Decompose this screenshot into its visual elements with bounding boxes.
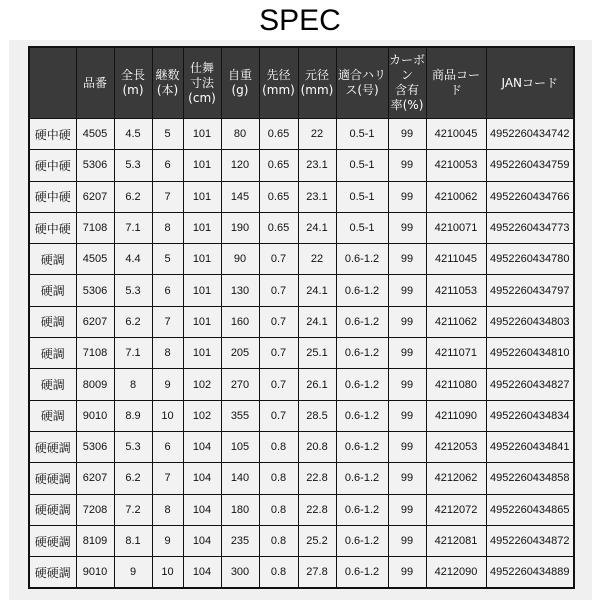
table-cell: 10 [152,557,183,589]
table-cell: 7.1 [114,338,152,369]
table-cell: 硬調 [29,275,76,306]
table-row [29,557,574,589]
table-row [29,150,574,181]
table-row [29,119,574,150]
table-cell: 5306 [76,150,114,181]
table-cell: 90 [221,244,259,275]
table-cell: 硬中硬 [29,150,76,181]
table-cell: 7.1 [114,212,152,243]
table-cell: 0.6-1.2 [336,400,388,431]
table-cell: 8 [152,212,183,243]
table-cell: 104 [183,557,221,589]
table-cell: 0.7 [259,244,298,275]
column-header: 元径 (mm) [298,47,336,119]
table-cell: 7.2 [114,494,152,525]
table-cell: 104 [183,431,221,462]
table-cell: 4211062 [426,306,486,337]
table-cell: 105 [221,431,259,462]
table-cell: 4952260434766 [486,181,574,212]
table-cell: 5 [152,244,183,275]
table-cell: 5306 [76,275,114,306]
table-cell: 0.7 [259,275,298,306]
table-cell: 0.8 [259,431,298,462]
table-cell: 9 [152,369,183,400]
table-cell: 6.2 [114,306,152,337]
table-cell: 6207 [76,463,114,494]
table-cell: 8109 [76,525,114,556]
table-cell: 4211045 [426,244,486,275]
table-cell: 4212072 [426,494,486,525]
spec-table [28,46,575,589]
table-cell: 硬硬調 [29,557,76,589]
table-cell: 7 [152,306,183,337]
table-cell: 140 [221,463,259,494]
table-cell: 4952260434834 [486,400,574,431]
table-cell: 160 [221,306,259,337]
table-cell: 4952260434858 [486,463,574,494]
table-cell: 99 [388,275,426,306]
table-cell: 300 [221,557,259,589]
table-cell: 0.6-1.2 [336,338,388,369]
column-header: 自重 (g) [221,47,259,119]
table-cell: 99 [388,306,426,337]
table-cell: 7108 [76,212,114,243]
table-cell: 0.7 [259,400,298,431]
table-cell: 硬調 [29,400,76,431]
table-cell: 4212053 [426,431,486,462]
table-cell: 4210053 [426,150,486,181]
table-cell: 7 [152,181,183,212]
column-header: カーボン 含有 率(%) [388,47,426,119]
table-cell: 硬硬調 [29,463,76,494]
table-cell: 0.6-1.2 [336,244,388,275]
table-cell: 99 [388,150,426,181]
table-cell: 4952260434865 [486,494,574,525]
table-cell: 9 [114,557,152,589]
table-cell: 硬中硬 [29,181,76,212]
table-cell: 99 [388,369,426,400]
table-cell: 0.7 [259,369,298,400]
table-cell: 4210062 [426,181,486,212]
table-cell: 0.8 [259,494,298,525]
column-header: 仕舞 寸法 (cm) [183,47,221,119]
table-cell: 102 [183,369,221,400]
table-cell: 硬調 [29,369,76,400]
table-cell: 硬硬調 [29,525,76,556]
table-cell: 22.8 [298,494,336,525]
table-cell: 0.65 [259,119,298,150]
table-cell: 4505 [76,244,114,275]
table-cell: 9010 [76,400,114,431]
table-cell: 130 [221,275,259,306]
table-cell: 120 [221,150,259,181]
table-cell: 22 [298,119,336,150]
table-cell: 101 [183,306,221,337]
table-cell: 0.8 [259,525,298,556]
table-cell: 4952260434827 [486,369,574,400]
table-cell: 4952260434810 [486,338,574,369]
table-cell: 101 [183,212,221,243]
table-cell: 99 [388,244,426,275]
table-cell: 7208 [76,494,114,525]
table-cell: 4210071 [426,212,486,243]
table-cell: 0.8 [259,463,298,494]
table-cell: 101 [183,150,221,181]
table-cell: 24.1 [298,306,336,337]
table-cell: 101 [183,338,221,369]
table-cell: 硬調 [29,338,76,369]
table-cell: 25.2 [298,525,336,556]
table-cell: 硬中硬 [29,119,76,150]
table-cell: 101 [183,244,221,275]
table-cell: 0.6-1.2 [336,431,388,462]
table-cell: 101 [183,181,221,212]
table-cell: 22 [298,244,336,275]
table-row [29,275,574,306]
table-cell: 4952260434841 [486,431,574,462]
table-cell: 硬調 [29,244,76,275]
table-cell: 4.5 [114,119,152,150]
table-cell: 硬硬調 [29,431,76,462]
table-cell: 0.6-1.2 [336,306,388,337]
table-cell: 24.1 [298,275,336,306]
table-cell: 0.7 [259,338,298,369]
table-cell: 180 [221,494,259,525]
table-cell: 4952260434797 [486,275,574,306]
column-header: JANコード [486,47,574,119]
table-cell: 4212081 [426,525,486,556]
table-cell: 190 [221,212,259,243]
table-row [29,306,574,337]
table-cell: 0.6-1.2 [336,275,388,306]
column-header: 品番 [76,47,114,119]
table-cell: 10 [152,400,183,431]
table-cell: 5 [152,119,183,150]
table-cell: 0.6-1.2 [336,463,388,494]
table-cell: 6 [152,150,183,181]
table-cell: 8 [152,338,183,369]
table-cell: 8.1 [114,525,152,556]
column-header: 先径 (mm) [259,47,298,119]
table-cell: 4211090 [426,400,486,431]
table-row [29,338,574,369]
table-row [29,525,574,556]
table-row [29,463,574,494]
table-cell: 99 [388,212,426,243]
table-cell: 5306 [76,431,114,462]
table-cell: 235 [221,525,259,556]
table-cell: 22.8 [298,463,336,494]
table-cell: 99 [388,338,426,369]
column-header: 適合ハリ ス(号) [336,47,388,119]
table-cell: 101 [183,275,221,306]
table-cell: 8.9 [114,400,152,431]
table-cell: 26.1 [298,369,336,400]
table-cell: 0.6-1.2 [336,525,388,556]
table-cell: 99 [388,494,426,525]
table-row [29,369,574,400]
table-cell: 99 [388,400,426,431]
table-cell: 6.2 [114,181,152,212]
table-cell: 4.4 [114,244,152,275]
table-cell: 99 [388,431,426,462]
table-cell: 6 [152,275,183,306]
table-cell: 99 [388,181,426,212]
table-cell: 0.5-1 [336,181,388,212]
table-cell: 硬硬調 [29,494,76,525]
table-cell: 0.6-1.2 [336,369,388,400]
table-cell: 9 [152,525,183,556]
table-cell: 0.65 [259,181,298,212]
table-cell: 24.1 [298,212,336,243]
table-cell: 6.2 [114,463,152,494]
table-cell: 23.1 [298,181,336,212]
table-cell: 4952260434773 [486,212,574,243]
table-cell: 硬中硬 [29,212,76,243]
column-header: 全長 (m) [114,47,152,119]
table-cell: 104 [183,525,221,556]
table-cell: 27.8 [298,557,336,589]
table-cell: 硬調 [29,306,76,337]
table-cell: 25.1 [298,338,336,369]
column-header: 継数 (本) [152,47,183,119]
table-row [29,244,574,275]
table-cell: 99 [388,119,426,150]
table-cell: 20.8 [298,431,336,462]
table-cell: 4211071 [426,338,486,369]
table-cell: 8009 [76,369,114,400]
table-cell: 4952260434742 [486,119,574,150]
page-title: SPEC [259,4,341,37]
table-cell: 0.7 [259,306,298,337]
table-cell: 205 [221,338,259,369]
table-cell: 4211053 [426,275,486,306]
table-cell: 5.3 [114,150,152,181]
table-cell: 102 [183,400,221,431]
table-cell: 28.5 [298,400,336,431]
table-cell: 0.65 [259,212,298,243]
table-row [29,181,574,212]
table-cell: 80 [221,119,259,150]
header-row [29,47,574,119]
table-cell: 99 [388,525,426,556]
table-cell: 5.3 [114,431,152,462]
column-header [29,47,76,119]
table-cell: 6207 [76,181,114,212]
table-cell: 4952260434889 [486,557,574,589]
table-cell: 23.1 [298,150,336,181]
table-cell: 4212062 [426,463,486,494]
table-cell: 0.5-1 [336,119,388,150]
table-cell: 6 [152,431,183,462]
table-cell: 0.8 [259,557,298,589]
column-header: 商品コード [426,47,486,119]
table-cell: 99 [388,557,426,589]
table-cell: 0.65 [259,150,298,181]
table-cell: 7108 [76,338,114,369]
table-cell: 0.6-1.2 [336,557,388,589]
table-cell: 4211080 [426,369,486,400]
table-cell: 7 [152,463,183,494]
table-cell: 270 [221,369,259,400]
table-cell: 104 [183,494,221,525]
table-row [29,400,574,431]
table-cell: 6207 [76,306,114,337]
table-cell: 104 [183,463,221,494]
table-cell: 8 [152,494,183,525]
table-cell: 101 [183,119,221,150]
table-cell: 4952260434759 [486,150,574,181]
table-cell: 99 [388,463,426,494]
table-cell: 4212090 [426,557,486,589]
table-row [29,494,574,525]
table-cell: 9010 [76,557,114,589]
table-cell: 8 [114,369,152,400]
table-cell: 0.6-1.2 [336,494,388,525]
table-cell: 0.5-1 [336,212,388,243]
table-cell: 355 [221,400,259,431]
table-cell: 5.3 [114,275,152,306]
table-cell: 4505 [76,119,114,150]
table-cell: 4952260434872 [486,525,574,556]
table-cell: 145 [221,181,259,212]
table-cell: 0.5-1 [336,150,388,181]
table-row [29,431,574,462]
table-cell: 4210045 [426,119,486,150]
table-cell: 4952260434803 [486,306,574,337]
table-cell: 4952260434780 [486,244,574,275]
table-row [29,212,574,243]
